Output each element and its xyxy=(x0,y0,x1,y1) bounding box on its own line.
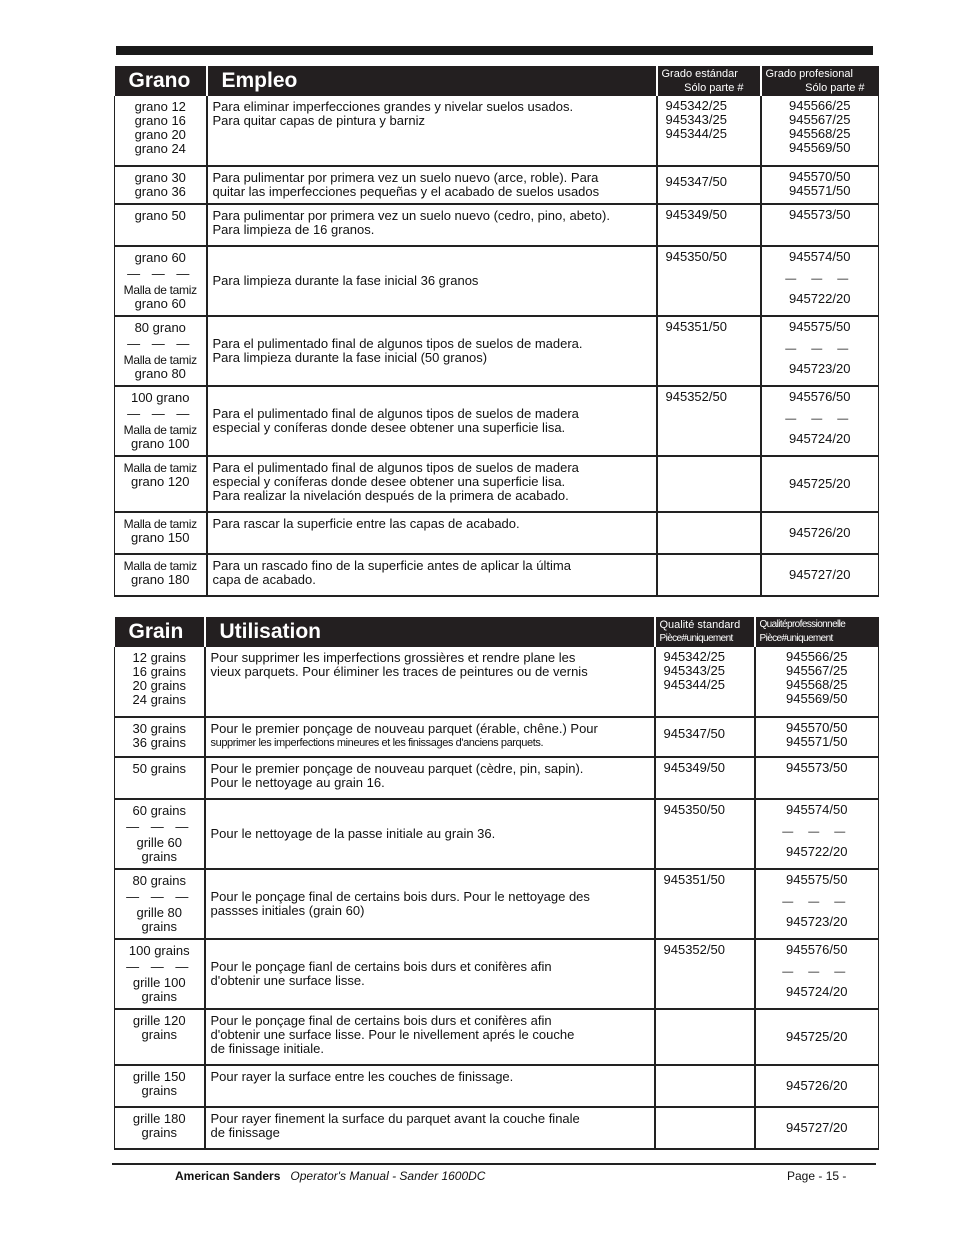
professional-part-number: 945727/20 xyxy=(789,567,851,582)
professional-part-number: 945570/50 xyxy=(786,720,848,735)
separator-dashes: — — — xyxy=(126,819,193,834)
grit-label: 60 grains xyxy=(132,803,186,818)
professional-part-number: 945576/50 xyxy=(786,942,848,957)
table-row xyxy=(115,386,879,456)
screen-grit-label: grains xyxy=(141,849,177,864)
standard-part-cell xyxy=(655,1107,755,1149)
use-description-cell xyxy=(207,512,657,554)
use-description-cell xyxy=(205,1009,655,1065)
use-line: d'obtenir une surface lisse. Pour le nivellement aprés le couche xyxy=(210,1027,575,1042)
grit-cell xyxy=(115,939,205,1009)
standard-part-cell xyxy=(655,757,755,799)
standard-grade-header xyxy=(655,617,755,647)
use-description-cell xyxy=(205,1065,655,1107)
professional-header-line2: Sólo parte # xyxy=(805,82,865,94)
professional-part-cell xyxy=(761,456,879,512)
professional-part-number: 945569/50 xyxy=(786,691,848,706)
professional-part-number: 945575/50 xyxy=(786,872,848,887)
grit-cell xyxy=(115,799,205,869)
professional-grade-header xyxy=(755,617,879,647)
use-column-header: Utilisation xyxy=(205,617,655,647)
professional-part-number: 945567/25 xyxy=(786,663,848,678)
grit-label: grains xyxy=(141,1083,177,1098)
grit-cell xyxy=(115,554,207,596)
use-description-cell xyxy=(207,316,657,386)
use-description-cell xyxy=(207,386,657,456)
use-description-cell xyxy=(205,717,655,757)
standard-part-number: 945350/50 xyxy=(663,802,725,817)
professional-part-cell xyxy=(761,96,879,166)
use-line: de finissage xyxy=(210,1125,280,1140)
grit-label: grano 16 xyxy=(134,113,186,128)
grit-label: 100 grano xyxy=(130,390,190,405)
grit-label: grano 24 xyxy=(134,141,186,156)
grit-label: grano 120 xyxy=(130,474,190,489)
standard-part-cell xyxy=(657,554,761,596)
grit-label: 36 grains xyxy=(132,735,186,750)
professional-part-number: 945566/25 xyxy=(786,649,848,664)
use-line: Para un rascado fino de la superficie antes de aplicar la última xyxy=(212,558,571,573)
table-row xyxy=(115,166,879,204)
use-line: Para rascar la superficie entre las capas de acabado. xyxy=(212,516,520,531)
standard-part-number: 945352/50 xyxy=(663,942,725,957)
separator-dashes: — — — xyxy=(785,413,855,425)
footer-brand: American Sanders xyxy=(175,1169,281,1183)
use-description-cell xyxy=(207,554,657,596)
standard-part-cell xyxy=(655,939,755,1009)
standard-header-line1: Grado estándar xyxy=(661,68,738,80)
grit-label: 80 grains xyxy=(132,873,186,888)
table-row xyxy=(115,1107,879,1149)
grit-cell xyxy=(115,1065,205,1107)
table-row xyxy=(115,799,879,869)
standard-part-cell xyxy=(657,246,761,316)
table-row xyxy=(115,96,879,166)
separator-dashes: — — — xyxy=(785,273,855,285)
use-line: Para quitar capas de pintura y barniz xyxy=(212,113,425,128)
professional-part-number: 945571/50 xyxy=(789,183,851,198)
use-line: Pour le ponçage fianl de certains bois durs et conifères afin xyxy=(210,959,552,974)
professional-part-cell xyxy=(761,386,879,456)
use-line: Pour le ponçage final de certains bois durs et conifères afin xyxy=(210,1013,552,1028)
grit-cell xyxy=(115,204,207,246)
use-line: Para el pulimentado final de algunos tipos de suelos de madera xyxy=(212,406,579,421)
grit-label: grille 120 xyxy=(132,1013,186,1028)
grit-cell xyxy=(115,1009,205,1065)
use-line: Pour supprimer les imperfections grossières et rendre plane les xyxy=(210,650,576,665)
professional-part-number: 945576/50 xyxy=(789,389,851,404)
professional-part-number: 945567/25 xyxy=(789,112,851,127)
grit-cell xyxy=(115,456,207,512)
grit-label: grains xyxy=(141,1027,177,1042)
grit-cell xyxy=(115,647,205,717)
professional-part-number: 945725/20 xyxy=(786,1029,848,1044)
table-row xyxy=(115,717,879,757)
use-line: Para eliminar imperfecciones grandes y nivelar suelos usados. xyxy=(212,99,574,114)
separator-dashes: — — — xyxy=(782,896,852,908)
screen-grit-label: grains xyxy=(141,989,177,1004)
professional-header-line1: Grado profesional xyxy=(765,68,853,80)
screen-grit-label: grano 80 xyxy=(134,366,186,381)
grit-cell xyxy=(115,1107,205,1149)
grit-cell xyxy=(115,96,207,166)
standard-part-number: 945351/50 xyxy=(663,872,725,887)
professional-part-cell xyxy=(755,647,879,717)
standard-part-cell xyxy=(655,1065,755,1107)
use-line: especial y coníferas donde desee obtener una superficie lisa. xyxy=(212,420,566,435)
professional-part-number: 945723/20 xyxy=(786,914,848,929)
professional-part-number: 945568/25 xyxy=(789,126,851,141)
use-line: Para limpieza durante la fase inicial 36 granos xyxy=(212,273,479,288)
table-row xyxy=(115,869,879,939)
grit-cell xyxy=(115,246,207,316)
professional-part-number: 945727/20 xyxy=(786,1120,848,1135)
separator-dashes: — — — xyxy=(126,959,193,974)
grit-label: Malla de tamiz xyxy=(123,461,197,475)
separator-dashes: — — — xyxy=(782,826,852,838)
grit-label: grille 180 xyxy=(132,1111,186,1126)
table-row xyxy=(115,204,879,246)
footer-page-number: Page - 15 - xyxy=(787,1169,847,1183)
professional-header-line1: Qualitéprofessionnelle xyxy=(759,619,846,630)
professional-part-number: 945574/50 xyxy=(789,249,851,264)
grit-label: 16 grains xyxy=(132,664,186,679)
professional-part-cell xyxy=(761,204,879,246)
use-line: Pour rayer la surface entre les couches de finissage. xyxy=(210,1069,514,1084)
use-description-cell xyxy=(205,799,655,869)
use-line: Para limpieza de 16 granos. xyxy=(212,222,375,237)
grit-label: 20 grains xyxy=(132,678,186,693)
standard-part-cell xyxy=(657,512,761,554)
professional-part-number: 945724/20 xyxy=(786,984,848,999)
standard-part-cell xyxy=(657,456,761,512)
professional-part-number: 945723/20 xyxy=(789,361,851,376)
grit-label: grains xyxy=(141,1125,177,1140)
use-line: supprimer les imperfections mineures et les finissages d'anciens parquets. xyxy=(210,737,544,749)
grit-cell xyxy=(115,386,207,456)
grit-cell xyxy=(115,869,205,939)
use-line: Pour le nettoyage au grain 16. xyxy=(210,775,385,790)
professional-part-number: 945568/25 xyxy=(786,677,848,692)
separator-dashes: — — — xyxy=(127,336,194,351)
use-line: capa de acabado. xyxy=(212,572,316,587)
screen-grit-label: Malla de tamiz xyxy=(123,423,197,437)
separator-dashes: — — — xyxy=(127,266,194,281)
standard-part-cell xyxy=(655,1009,755,1065)
screen-grit-label: grains xyxy=(141,919,177,934)
grit-label: Malla de tamiz xyxy=(123,559,197,573)
table-row xyxy=(115,246,879,316)
french-grit-table xyxy=(114,617,879,1150)
table-row xyxy=(115,757,879,799)
professional-part-cell xyxy=(755,717,879,757)
professional-part-number: 945724/20 xyxy=(789,431,851,446)
professional-part-cell xyxy=(755,939,879,1009)
grit-label: Malla de tamiz xyxy=(123,517,197,531)
use-line: Pour le nettoyage de la passe initiale au grain 36. xyxy=(210,826,496,841)
use-line: Pour le premier ponçage de nouveau parquet (cèdre, pin, sapin). xyxy=(210,761,584,776)
use-description-cell xyxy=(207,166,657,204)
use-line: Para limpieza durante la fase inicial (50 granos) xyxy=(212,350,488,365)
use-line: Pour le premier ponçage de nouveau parquet (érable, chêne.) Pour xyxy=(210,721,598,736)
standard-part-number: 945350/50 xyxy=(665,249,727,264)
use-line: vieux parquets. Pour éliminer les traces de peintures ou de vernis xyxy=(210,664,588,679)
professional-part-cell xyxy=(755,799,879,869)
footer-left xyxy=(175,1169,485,1183)
professional-part-number: 945726/20 xyxy=(786,1078,848,1093)
standard-part-cell xyxy=(657,96,761,166)
use-line: Pour le ponçage final de certains bois durs. Pour le nettoyage des xyxy=(210,889,590,904)
grit-label: 24 grains xyxy=(132,692,186,707)
standard-grade-header xyxy=(657,66,761,96)
screen-grit-label: Malla de tamiz xyxy=(123,283,197,297)
professional-part-cell xyxy=(755,869,879,939)
standard-part-number: 945351/50 xyxy=(665,319,727,334)
standard-part-number: 945347/50 xyxy=(665,174,727,189)
grit-label: grano 20 xyxy=(134,127,186,142)
standard-part-number: 945347/50 xyxy=(663,726,725,741)
grit-label: grano 150 xyxy=(130,530,190,545)
top-rule xyxy=(116,46,873,55)
grit-cell xyxy=(115,512,207,554)
standard-part-cell xyxy=(657,204,761,246)
grit-label: 50 grains xyxy=(132,761,186,776)
professional-part-cell xyxy=(761,316,879,386)
standard-part-cell xyxy=(655,869,755,939)
grit-label: 30 grains xyxy=(132,721,186,736)
use-column-header: Empleo xyxy=(207,66,657,96)
standard-part-cell xyxy=(657,316,761,386)
use-description-cell xyxy=(207,204,657,246)
grit-label: 80 grano xyxy=(134,320,186,335)
professional-part-number: 945566/25 xyxy=(789,98,851,113)
professional-part-number: 945725/20 xyxy=(789,476,851,491)
professional-part-cell xyxy=(755,757,879,799)
table-row xyxy=(115,647,879,717)
grit-label: grano 12 xyxy=(134,99,186,114)
header-row xyxy=(115,66,879,96)
standard-part-number: 945344/25 xyxy=(663,677,725,692)
standard-part-number: 945349/50 xyxy=(665,207,727,222)
table-row xyxy=(115,1065,879,1107)
grit-cell xyxy=(115,717,205,757)
screen-grit-label: grille 100 xyxy=(132,975,186,990)
professional-part-cell xyxy=(761,246,879,316)
professional-part-number: 945573/50 xyxy=(786,760,848,775)
professional-part-number: 945575/50 xyxy=(789,319,851,334)
use-description-cell xyxy=(205,1107,655,1149)
standard-part-number: 945342/25 xyxy=(663,649,725,664)
standard-part-cell xyxy=(655,717,755,757)
separator-dashes: — — — xyxy=(126,889,193,904)
standard-part-number: 945343/25 xyxy=(665,112,727,127)
professional-part-number: 945573/50 xyxy=(789,207,851,222)
standard-part-cell xyxy=(657,386,761,456)
separator-dashes: — — — xyxy=(127,406,194,421)
use-description-cell xyxy=(205,869,655,939)
professional-part-number: 945722/20 xyxy=(786,844,848,859)
standard-part-number: 945349/50 xyxy=(663,760,725,775)
professional-part-cell xyxy=(761,166,879,204)
grit-label: grille 150 xyxy=(132,1069,186,1084)
grit-label: grano 36 xyxy=(134,184,186,199)
footer-manual-title: Operator's Manual - Sander 1600DC xyxy=(290,1169,486,1183)
separator-dashes: — — — xyxy=(782,966,852,978)
separator-dashes: — — — xyxy=(785,343,855,355)
standard-part-number: 945342/25 xyxy=(665,98,727,113)
grit-cell xyxy=(115,166,207,204)
standard-part-number: 945352/50 xyxy=(665,389,727,404)
table-row xyxy=(115,316,879,386)
grit-label: 12 grains xyxy=(132,650,186,665)
professional-part-number: 945570/50 xyxy=(789,169,851,184)
professional-part-number: 945722/20 xyxy=(789,291,851,306)
table-row xyxy=(115,1009,879,1065)
grit-cell xyxy=(115,316,207,386)
use-description-cell xyxy=(205,757,655,799)
grit-label: grano 180 xyxy=(130,572,190,587)
professional-part-cell xyxy=(755,1107,879,1149)
use-line: passses initiales (grain 60) xyxy=(210,903,365,918)
screen-grit-label: grille 60 xyxy=(136,835,183,850)
header-row xyxy=(115,617,879,647)
professional-part-number: 945726/20 xyxy=(789,525,851,540)
standard-header-line2: Pièce#uniquement xyxy=(659,633,733,644)
use-description-cell xyxy=(207,96,657,166)
use-line: quitar las imperfecciones pequeñas y el acabado de suelos usados xyxy=(212,184,600,199)
standard-header-line2: Sólo parte # xyxy=(684,82,744,94)
footer-rule xyxy=(112,1163,876,1165)
grit-label: 100 grains xyxy=(128,943,190,958)
use-description-cell xyxy=(207,456,657,512)
standard-header-line1: Qualité standard xyxy=(659,619,741,631)
grit-cell xyxy=(115,757,205,799)
standard-part-cell xyxy=(657,166,761,204)
use-description-cell xyxy=(207,246,657,316)
use-line: Para el pulimentado final de algunos tipos de suelos de madera xyxy=(212,460,579,475)
professional-part-number: 945571/50 xyxy=(786,734,848,749)
spanish-grit-table xyxy=(114,66,879,597)
screen-grit-label: grille 80 xyxy=(136,905,183,920)
standard-part-number: 945344/25 xyxy=(665,126,727,141)
professional-header-line2: Pièce#uniquement xyxy=(759,633,833,644)
use-line: Para pulimentar por primera vez un suelo nuevo (arce, roble). Para xyxy=(212,170,599,185)
table-row xyxy=(115,554,879,596)
use-description-cell xyxy=(205,647,655,717)
professional-grade-header xyxy=(761,66,879,96)
standard-part-cell xyxy=(655,647,755,717)
use-line: especial y coníferas donde desee obtener una superficie lisa. xyxy=(212,474,566,489)
use-description-cell xyxy=(205,939,655,1009)
screen-grit-label: Malla de tamiz xyxy=(123,353,197,367)
professional-part-cell xyxy=(761,554,879,596)
professional-part-number: 945574/50 xyxy=(786,802,848,817)
grit-column-header: Grain xyxy=(115,617,205,647)
professional-part-cell xyxy=(755,1065,879,1107)
use-line: Para realizar la nivelación después de la primera de acabado. xyxy=(212,488,569,503)
use-line: Pour rayer finement la surface du parquet avant la couche finale xyxy=(210,1111,580,1126)
standard-part-number: 945343/25 xyxy=(663,663,725,678)
use-line: de finissage initiale. xyxy=(210,1041,324,1056)
table-row xyxy=(115,939,879,1009)
screen-grit-label: grano 60 xyxy=(134,296,186,311)
use-line: d'obtenir une surface lisse. xyxy=(210,973,365,988)
grit-label: grano 50 xyxy=(134,208,186,223)
use-line: Para pulimentar por primera vez un suelo nuevo (cedro, pino, abeto). xyxy=(212,208,610,223)
screen-grit-label: grano 100 xyxy=(130,436,190,451)
grit-column-header: Grano xyxy=(115,66,207,96)
professional-part-cell xyxy=(755,1009,879,1065)
use-line: Para el pulimentado final de algunos tipos de suelos de madera. xyxy=(212,336,583,351)
professional-part-number: 945569/50 xyxy=(789,140,851,155)
standard-part-cell xyxy=(655,799,755,869)
table-row xyxy=(115,512,879,554)
table-row xyxy=(115,456,879,512)
professional-part-cell xyxy=(761,512,879,554)
grit-label: grano 30 xyxy=(134,170,186,185)
grit-label: grano 60 xyxy=(134,250,186,265)
